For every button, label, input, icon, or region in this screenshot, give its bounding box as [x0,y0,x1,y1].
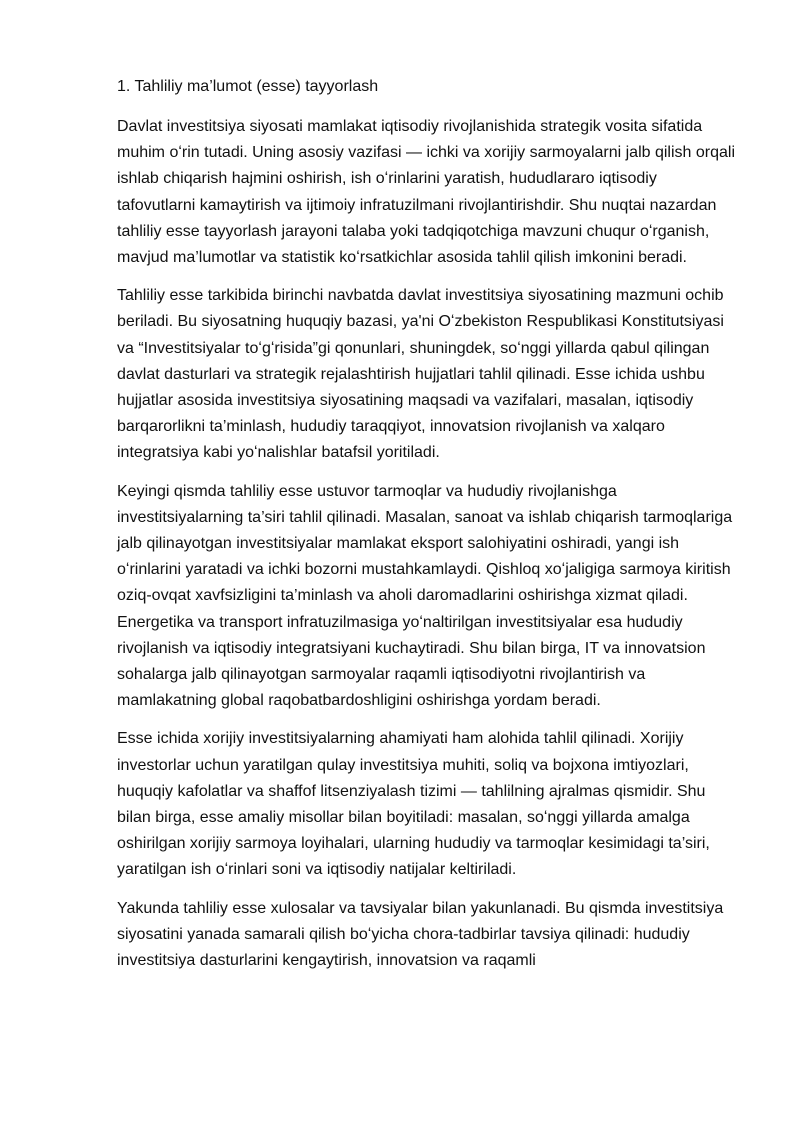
paragraph-3: Keyingi qismda tahliliy esse ustuvor tarmoqlar va hududiy rivojlanishga investitsiyalarning ta’siri tahlil qilinadi. Masalan, sanoat va ishlab chiqarish tarmoqlariga jalb qilinayotgan investitsiyalar mamlakat eksport salohiyatini oshiradi, yangi ish oʻrinlarini yaratadi va ichki bozorni mustahkamlaydi. Qishloq xoʻjaligiga sarmoya kiritish oziq-ovqat xavfsizligini ta’minlash va aholi daromadlarini oshirishga xizmat qiladi. Energetika va transport infratuzilmasiga yoʻnaltirilgan investitsiyalar esa hududiy rivojlanish va iqtisodiy integratsiyani kuchaytiradi. Shu bilan birga, IT va innovatsion sohalarga jalb qilinayotgan sarmoyalar raqamli iqtisodiyotni rivojlantirish va mamlakatning global raqobatbardoshligini oshirishga yordam beradi. [117,482,733,710]
paragraph-4: Esse ichida xorijiy investitsiyalarning ahamiyati ham alohida tahlil qilinadi. Xorijiy investorlar uchun yaratilgan qulay investitsiya muhiti, soliq va bojxona imtiyozlari, huquqiy kafolatlar va shaffof litsenziyalash tizimi — tahlilning ajralmas qismidir. Shu bilan birga, esse amaliy misollar bilan boyitiladi: masalan, soʻnggi yillarda amalga oshirilgan xorijiy sarmoya loyihalari, ularning hududiy va tarmoqlar kesimidagi ta’siri, yaratilgan ish oʻrinlari soni va iqtisodiy natijalar keltiriladi. [117,730,710,879]
section-heading: 1. Tahliliy ma’lumot (esse) tayyorlash [117,78,379,95]
paragraph-5: Yakunda tahliliy esse xulosalar va tavsiyalar bilan yakunlanadi. Bu qismda investitsiya siyosatini yanada samarali qilish boʻyicha chora-tadbirlar tavsiya qilinadi: hududiy investitsiya dasturlarini kengaytirish, innovatsion va raqamli [117,899,724,970]
paragraph-1: Davlat investitsiya siyosati mamlakat iqtisodiy rivojlanishida strategik vosita sifatida muhim oʻrin tutadi. Uning asosiy vazifasi — ichki va xorijiy sarmoyalarni jalb qilish orqali ishlab chiqarish hajmini oshirish, ish oʻrinlarini yaratish, hududlararo iqtisodiy tafovutlarni kamaytirish va ijtimoiy infratuzilmani rivojlantirishdir. Shu nuqtai nazardan tahliliy esse tayyorlash jarayoni talaba yoki tadqiqotchiga mavzuni chuqur oʻrganish, mavjud ma’lumotlar va statistik koʻrsatkichlar asosida tahlil qilish imkonini beradi. [117,118,736,267]
paragraph-2: Tahliliy esse tarkibida birinchi navbatda davlat investitsiya siyosatining mazmuni ochib beriladi. Bu siyosatning huquqiy bazasi, ya'ni Oʻzbekiston Respublikasi Konstitutsiyasi va “Investitsiyalar toʻgʻrisida”gi qonunlari, shuningdek, soʻnggi yillarda qabul qilingan davlat dasturlari va strategik rejalashtirish hujjatlari tahlil qilinadi. Esse ichida ushbu hujjatlar asosida investitsiya siyosatining maqsadi va vazifalari, masalan, iqtisodiy barqarorlikni ta’minlash, hududiy taraqqiyot, innovatsion rivojlanish va xalqaro integratsiya kabi yoʻnalishlar batafsil yoritiladi. [117,287,724,462]
